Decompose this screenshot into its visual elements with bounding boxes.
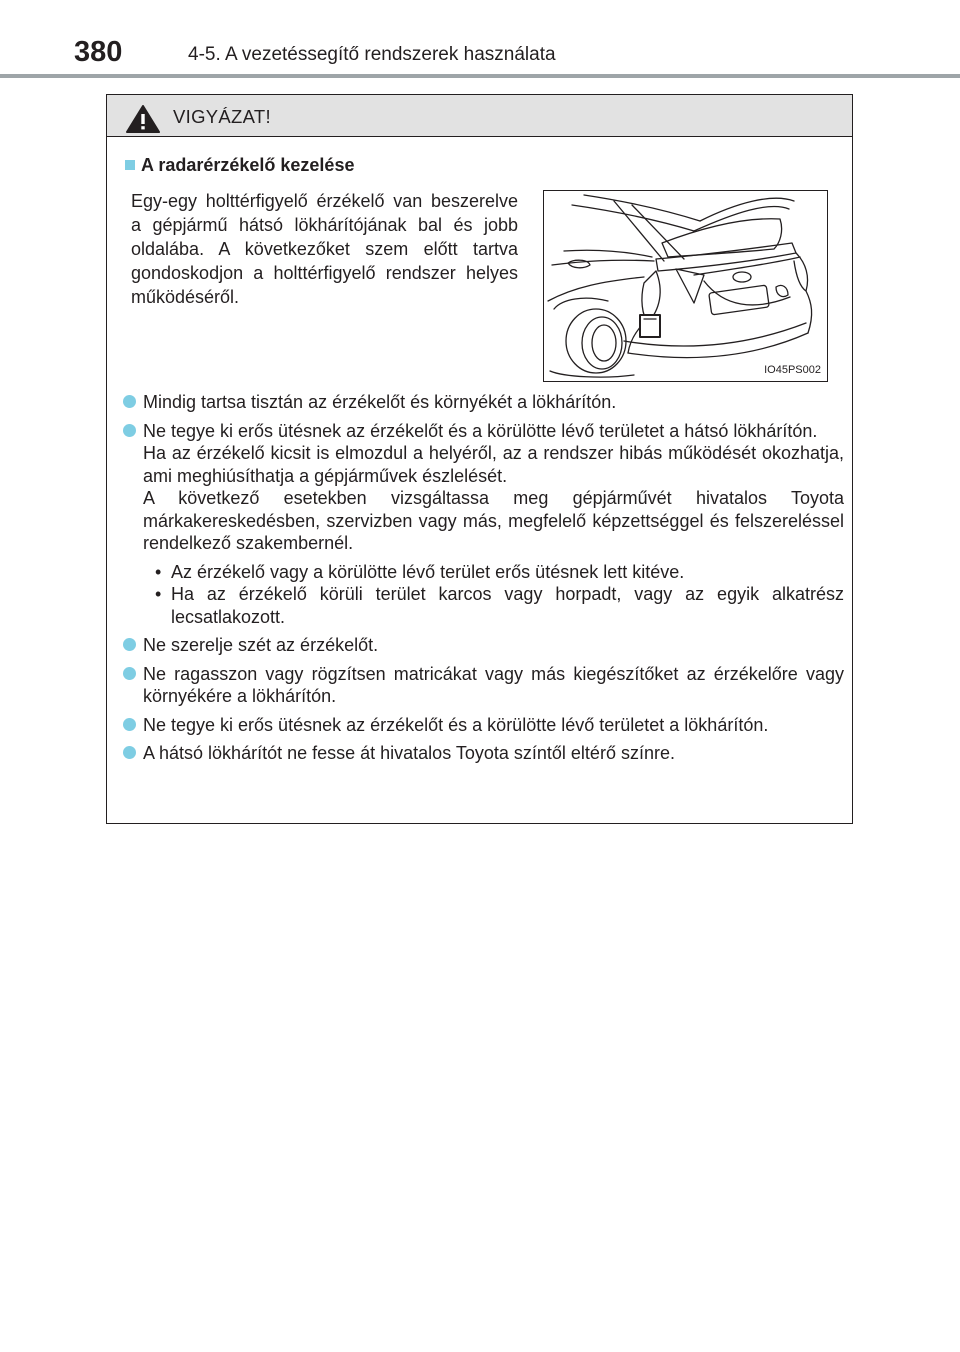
small-bullet-icon: • — [155, 584, 162, 604]
page-number: 380 — [74, 36, 123, 68]
sub-list-item — [143, 583, 844, 628]
round-bullet-icon — [123, 638, 136, 651]
list-item — [123, 391, 844, 414]
intro-paragraph: Egy-egy holttérfigyelő érzékelő van beszerelve a gépjármű hátsó lökhárítójának bal és jobb oldalába. A következőket szem előtt tartva gondoskodjon a holttérfigyelő rendszer helyes működéséről. — [131, 191, 518, 307]
list-item-text: Mindig tartsa tisztán az érzékelőt és környékét a lökhárítón. — [143, 392, 617, 412]
list-item — [123, 742, 844, 765]
car-rear-drawing — [544, 191, 828, 382]
car-rear-illustration — [543, 190, 828, 382]
caution-title: VIGYÁZAT! — [173, 106, 271, 127]
subheading-text: A radarérzékelő kezelése — [141, 155, 355, 175]
sub-list-item-text: Az érzékelő vagy a körülötte lévő terület erős ütésnek lett kitéve. — [171, 561, 685, 582]
round-bullet-icon — [123, 718, 136, 731]
bullet-list — [123, 391, 844, 771]
sub-list-item — [143, 561, 844, 584]
section-title: 4-5. A vezetéssegítő rendszerek használata — [188, 44, 556, 65]
list-item-paragraph: Ha az érzékelő kicsit is elmozdul a helyéről, az a rendszer hibás működését okozhatja, ami meghiúsíthatja a gépjárművek észlelését. — [143, 443, 844, 486]
square-marker-icon — [125, 160, 135, 170]
caution-box — [106, 94, 853, 824]
list-item-text: Ne ragasszon vagy rögzítsen matricákat vagy más kiegészítőket az érzékelőre vagy környékére a lökhárítón. — [143, 663, 844, 706]
list-item — [123, 663, 844, 708]
list-item-paragraph: A következő esetekben vizsgáltassa meg gépjárművét hivatalos Toyota márkakereskedésben, szervizben vagy más, megfelelő képzettséggel és felszereléssel rendelkező szakembernél. — [143, 488, 844, 553]
round-bullet-icon — [123, 424, 136, 437]
subheading — [125, 153, 354, 177]
small-bullet-icon: • — [155, 561, 162, 582]
list-item-text: Ne szerelje szét az érzékelőt. — [143, 635, 379, 655]
warning-triangle-icon — [125, 104, 161, 134]
round-bullet-icon — [123, 746, 136, 759]
list-item-text: Ne tegye ki erős ütésnek az érzékelőt és a körülötte lévő területet a lökhárítón. — [143, 714, 769, 735]
round-bullet-icon — [123, 395, 136, 408]
caution-header — [107, 95, 852, 137]
page-header — [0, 0, 960, 80]
list-item-text: A hátsó lökhárítót ne fesse át hivatalos Toyota színtől eltérő színre. — [143, 743, 675, 763]
round-bullet-icon — [123, 667, 136, 680]
header-rule — [0, 74, 960, 78]
list-item-text: Ne tegye ki erős ütésnek az érzékelőt és a körülötte lévő területet a hátsó lökhárítón. — [143, 420, 818, 441]
sub-list-item-text: Ha az érzékelő körüli terület karcos vagy horpadt, vagy az egyik alkatrész lecsatlakozott. — [171, 584, 844, 627]
list-item — [123, 420, 844, 629]
list-item — [123, 634, 844, 657]
figure-code: IO45PS002 — [764, 364, 821, 376]
list-item — [123, 714, 844, 737]
sub-list — [143, 561, 844, 629]
